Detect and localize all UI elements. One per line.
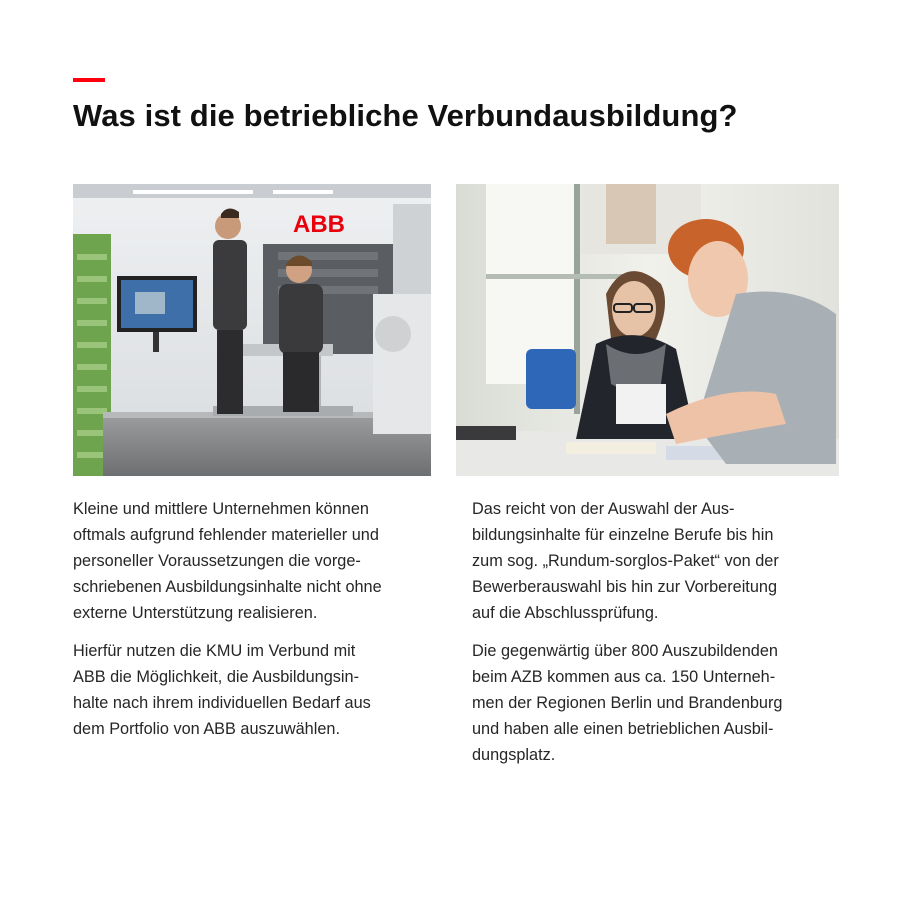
abb-logo: ABB xyxy=(293,211,345,238)
text-line: oftmals aufgrund fehlender materieller und xyxy=(73,526,379,544)
text-line: Kleine und mittlere Unternehmen können xyxy=(73,500,369,518)
text-line: und haben alle einen betrieblichen Ausbil- xyxy=(472,720,774,738)
page-title: Was ist die betriebliche Verbundausbildung? xyxy=(73,98,738,133)
text-line: ABB die Möglichkeit, die Ausbildungsin- xyxy=(73,668,359,686)
text-line: Das reicht von der Auswahl der Aus- xyxy=(472,500,735,518)
text-line: Hierfür nutzen die KMU im Verbund mit xyxy=(73,642,356,660)
text-line: Bewerberauswahl bis hin zur Vorbereitung xyxy=(472,578,777,596)
text-line: Die gegenwärtig über 800 Auszubildenden xyxy=(472,642,778,660)
text-line: schriebenen Ausbildungsinhalte nicht ohne xyxy=(73,578,382,596)
text-line: zum sog. „Rundum-sorglos-Paket“ von der xyxy=(472,552,779,570)
left-paragraph-1 xyxy=(73,496,448,626)
title-accent-bar xyxy=(73,78,105,82)
text-line: dem Portfolio von ABB auszuwählen. xyxy=(73,720,340,738)
left-paragraph-2 xyxy=(73,638,448,742)
right-paragraph-2 xyxy=(472,638,847,768)
text-line: auf die Abschlussprüfung. xyxy=(472,604,659,622)
text-line: externe Unterstützung realisieren. xyxy=(73,604,318,622)
text-line: personeller Voraussetzungen die vorge- xyxy=(73,552,361,570)
left-text-column xyxy=(73,496,448,754)
students-photo xyxy=(456,184,839,476)
text-line: bildungsinhalte für einzelne Berufe bis hin xyxy=(472,526,774,544)
right-paragraph-1 xyxy=(472,496,847,626)
text-line: dungsplatz. xyxy=(472,746,556,764)
text-line: halte nach ihrem individuellen Bedarf aus xyxy=(73,694,371,712)
workshop-photo xyxy=(73,184,431,476)
text-line: beim AZB kommen aus ca. 150 Unterneh- xyxy=(472,668,776,686)
right-text-column xyxy=(472,496,847,780)
text-line: men der Regionen Berlin und Brandenburg xyxy=(472,694,783,712)
